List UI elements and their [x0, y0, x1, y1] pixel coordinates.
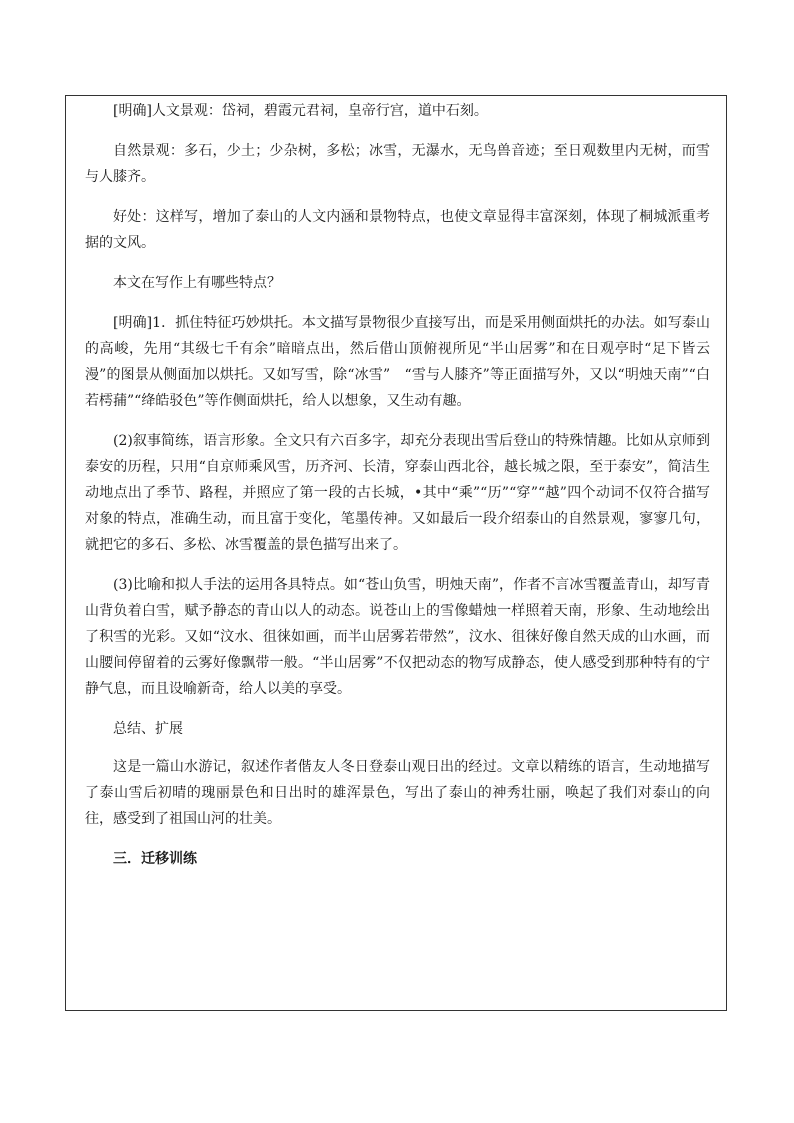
writing-features-question: 本文在写作上有哪些特点？ [113, 275, 281, 291]
content-table-cell [65, 95, 727, 1011]
summary-heading: 总结、扩展 [113, 721, 183, 737]
feature-two-paragraph: (2)叙事简练，语言形象。全文只有六百多字，却充分表现出雪后登山的特殊情趣。比如从京师到泰安的历程，只用“自京师乘风雪，历齐河、长清，穿泰山西北谷，越长城之限，至于泰安”，简洁生动地点出了季节、路程，并照应了第一段的古长城，•其中“乘”“历”“穿”“越”四个动词不仅符合描写对象的特点，准确生动，而且富于变化，笔墨传神。又如最后一段介绍泰山的自然景观，寥寥几句，就把它的多石、多松、冰雪覆盖的景色描写出来了。 [85, 433, 710, 553]
transfer-training-heading: 三．迁移训练 [113, 851, 197, 867]
natural-landscape-paragraph: 自然景观：多石，少土；少杂树，多松；冰雪，无瀑水，无鸟兽音迹；至日观数里内无树，而雪与人膝齐。 [85, 143, 710, 185]
feature-one-paragraph: [明确]1．抓住特征巧妙烘托。本文描写景物很少直接写出，而是采用侧面烘托的办法。如写泰山的高峻，先用“其级七千有余”暗暗点出，然后借山顶俯视所见“半山居雾”和在日观亭时“足下皆云漫”的图景从侧面加以烘托。又如写雪，除“冰雪” “雪与人膝齐”等正面描写外，又以“明烛天南”“白若樗蒱”“绛皓驳色”等作侧面烘托，给人以想象，又生动有趣。 [85, 315, 710, 409]
summary-paragraph: 这是一篇山水游记，叙述作者偕友人冬日登泰山观日出的经过。文章以精练的语言，生动地描写了泰山雪后初晴的瑰丽景色和日出时的雄浑景色，写出了泰山的神秀壮丽，唤起了我们对泰山的向往，感受到了祖国山河的壮美。 [85, 759, 710, 827]
benefit-paragraph: 好处：这样写，增加了泰山的人文内涵和景物特点，也使文章显得丰富深刻，体现了桐城派重考据的文风。 [85, 209, 710, 251]
cultural-landscape-paragraph: [明确]人文景观：岱祠，碧霞元君祠，皇帝行宫，道中石刻。 [113, 103, 488, 119]
feature-three-paragraph: (3)比喻和拟人手法的运用各具特点。如“苍山负雪，明烛天南”，作者不言冰雪覆盖青山，却写青山背负着白雪，赋予静态的青山以人的动态。说苍山上的雪像蜡烛一样照着天南，形象、生动地绘出了积雪的光彩。又如“汶水、徂徕如画，而半山居雾若带然”，汶水、徂徕好像自然天成的山水画，而山腰间停留着的云雾好像飘带一般。“半山居雾”不仅把动态的物写成静态，使人感受到那种特有的宁静气息，而且设喻新奇，给人以美的享受。 [85, 577, 710, 697]
lesson-content [85, 98, 710, 872]
